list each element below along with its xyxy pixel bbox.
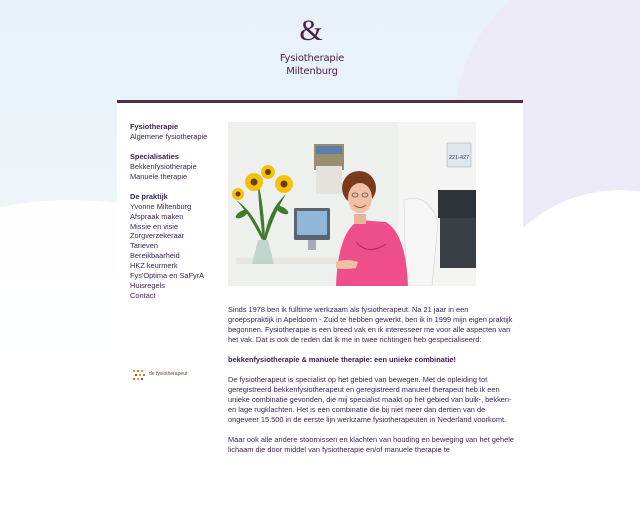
nav-heading-specialisaties: Specialisaties <box>130 151 179 161</box>
nav-item-zorgverzekeraar[interactable]: Zorgverzekeraar <box>130 231 185 241</box>
main-content <box>228 305 516 465</box>
nav-item-missie-en-visie[interactable]: Missie en visie <box>130 221 179 231</box>
nav-item-manuele-therapie[interactable]: Manuele therapie <box>130 171 188 181</box>
nav-item-huisregels[interactable]: Huisregels <box>130 281 165 291</box>
nav-spacer <box>130 182 226 192</box>
logo-ampersand[interactable]: & <box>299 14 323 47</box>
intro-paragraph: Sinds 1978 ben ik fulltime werkzaam als fysiotherapeut. Na 21 jaar in een groepspraktijk in Apeldoorn - Zuid te hebben gewerkt, ben ik in 1999 mijn eigen praktijk begonnen. Fysiotherapie is een breed vak en ik interesseer me voor alle aspecten van het vak. Dat is ook de reden dat ik me in twee richtingen heb gespecialiseerd: <box>228 305 513 344</box>
nav-item-afspraak-maken[interactable]: Afspraak maken <box>130 211 184 221</box>
therapist-photo-illustration <box>228 122 476 286</box>
nav-spacer <box>130 142 226 152</box>
section-subheading: bekkenfysiotherapie & manuele therapie: een unieke combinatie! <box>228 355 456 364</box>
dotted-logo-icon <box>132 369 146 381</box>
nav-item-hkz-keurmerk[interactable]: HKZ keurmerk <box>130 261 178 271</box>
photo-sign-text: 221-427 <box>449 155 470 161</box>
nav-item-yvonne-miltenburg[interactable]: Yvonne Miltenburg <box>130 201 192 211</box>
nav-heading-de-praktijk: De praktijk <box>130 191 168 201</box>
nav-item-contact[interactable]: Contact <box>130 291 156 301</box>
sidebar-nav <box>130 122 226 301</box>
logo-text-line2[interactable]: Miltenburg <box>286 66 338 77</box>
nav-item-bekkenfysiotherapie[interactable]: Bekkenfysiotherapie <box>130 161 197 171</box>
fysiotherapeut-badge[interactable] <box>130 367 194 383</box>
nav-item-bereikbaarheid[interactable]: Bereikbaarheid <box>130 251 180 261</box>
nav-item-algemene-fysiotherapie[interactable]: Algemene fysiotherapie <box>130 131 208 141</box>
badge-label: de fysiotherapeut <box>149 371 188 377</box>
nav-item-tarieven[interactable]: Tarieven <box>130 241 158 251</box>
nav-heading-fysiotherapie: Fysiotherapie <box>130 122 179 131</box>
logo-text-line1[interactable]: Fysiotherapie <box>279 53 345 64</box>
body-paragraph-2: Maar ook alle andere stoornissen en klachten van houding en beweging van het gehele lichaam die door middel van fysiotherapie en/of manuele therapie te <box>228 435 514 454</box>
nav-item-fysoptima-safyra[interactable]: Fys'Optima en SaFyrA <box>130 271 205 281</box>
therapist-photo <box>228 122 476 286</box>
body-paragraph-1: De fysiotherapeut is specialist op het gebied van bewegen. Met de opleiding tot geregistreerd bekkenfysiotherapeut en geregistreerd manueel therapeut heb ik een unieke combinatie gevonden, die mij specialist maakt op het gebied van buik-, bekken- en lage rugklachten. Het is een combinatie die bij niet meer dan dertien van de ongeveer 15.500 in de eerste lijn werkzame fysiotherapeuten in Nederland voorkomt. <box>228 375 512 424</box>
site-header <box>0 0 640 100</box>
